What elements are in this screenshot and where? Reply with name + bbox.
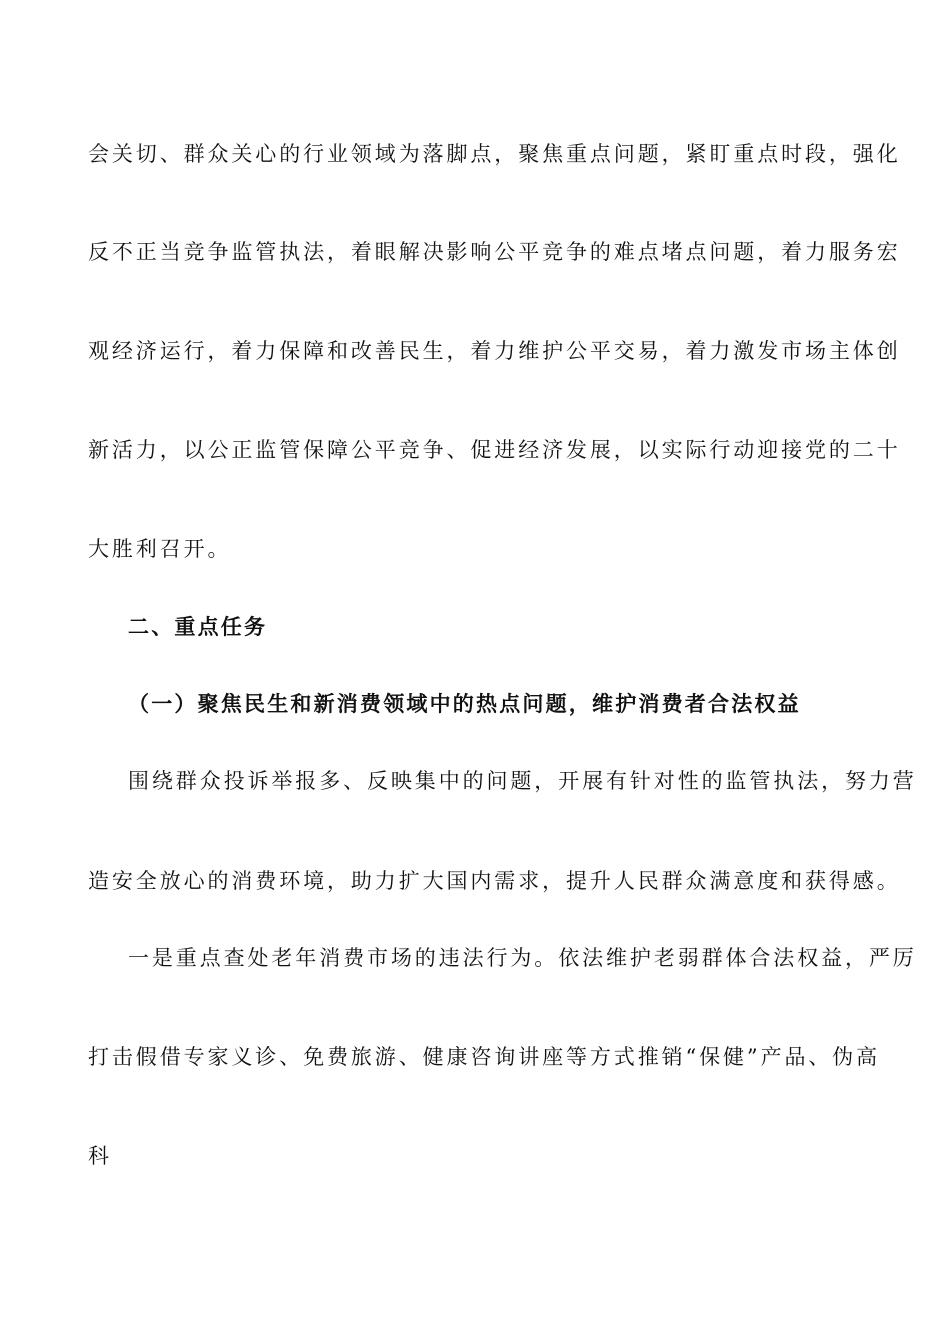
paragraph-line: 科 bbox=[88, 1144, 112, 1168]
paragraph-line: 反不正当竞争监管执法，着眼解决影响公平竞争的难点堵点问题，着力服务宏 bbox=[88, 240, 901, 264]
paragraph-line: 新活力，以公正监管保障公平竞争、促进经济发展，以实际行动迎接党的二十 bbox=[88, 438, 901, 462]
paragraph-line: 造安全放心的消费环境，助力扩大国内需求，提升人民群众满意度和获得感。 bbox=[88, 869, 901, 893]
paragraph-line: 打击假借专家义诊、免费旅游、健康咨询讲座等方式推销“保健”产品、伪高 bbox=[88, 1045, 881, 1069]
paragraph-line: 一是重点查处老年消费市场的违法行为。依法维护老弱群体合法权益，严厉 bbox=[128, 946, 917, 970]
subsection-heading: （一）聚焦民生和新消费领域中的热点问题，维护消费者合法权益 bbox=[128, 692, 801, 716]
paragraph-line: 观经济运行，着力保障和改善民生，着力维护公平交易，着力激发市场主体创 bbox=[88, 339, 901, 363]
paragraph-line: 会关切、群众关心的行业领域为落脚点，聚焦重点问题，紧盯重点时段，强化 bbox=[88, 142, 901, 166]
paragraph-line: 围绕群众投诉举报多、反映集中的问题，开展有针对性的监管执法，努力营 bbox=[128, 769, 917, 793]
paragraph-line: 大胜利召开。 bbox=[88, 537, 232, 561]
section-heading: 二、重点任务 bbox=[128, 615, 268, 639]
